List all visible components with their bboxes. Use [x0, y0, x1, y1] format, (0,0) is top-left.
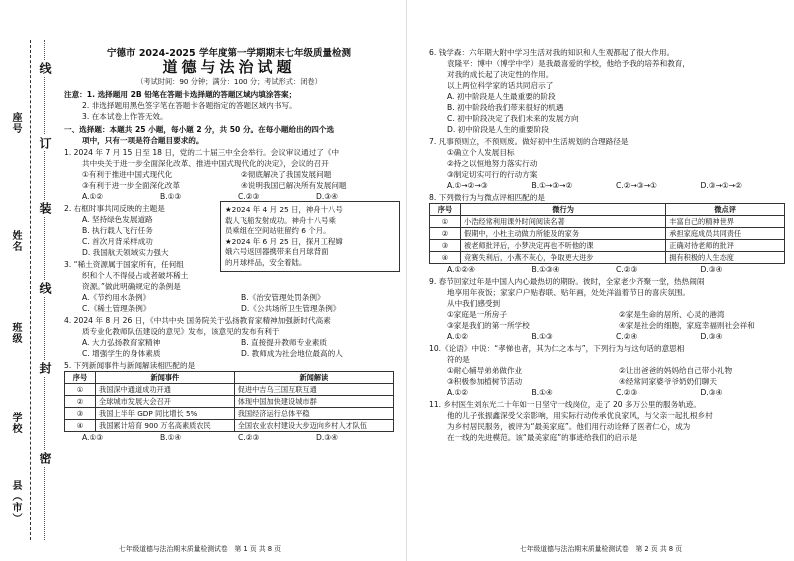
q1-option-b: B.①③	[160, 192, 182, 201]
q4-option-a: A. 大力弘扬教育家精神	[82, 338, 161, 347]
q7-option-b: B.①→③→②	[531, 181, 573, 190]
q9-stem-1: 9. 春节回家过年是中国人内心最热切的期盼。彼时，全家老少齐聚一堂，热热闹闹	[429, 277, 705, 286]
q2-box-line: 员乘组在空间站驻留约 6 个月。	[225, 226, 331, 235]
q6-stem-2: 袁隆平：博中（博学中学）是我最喜爱的学校，他给予我的培养和教育，	[447, 59, 690, 68]
table-row	[65, 420, 394, 432]
q5-cell: ①	[65, 384, 96, 396]
q3-stem-1: 3. “稀土资源属于国家所有，任何组	[64, 260, 184, 269]
q5-header-reading: 新闻解读	[234, 372, 393, 384]
seal-char-ding: 订	[38, 137, 52, 149]
q2-box-line: 载人飞船发射成功。神舟十八号乘	[225, 215, 336, 225]
q1-item: ①有利于推进中国式现代化	[82, 170, 173, 179]
q11-stem-1: 11. 乡村医生刘东光二十年如一日坚守一线岗位，走了 20 多万公里的服务轨迹。	[429, 400, 701, 409]
q8-stem: 8. 下列微行为与微点评相匹配的是	[429, 193, 545, 202]
q6-option-b: B. 初中阶段给我们带来很好的机遇	[447, 103, 564, 112]
table-row	[65, 396, 394, 408]
q8-cell: ②	[430, 228, 461, 240]
q5-cell: 促进中吉乌三国互联互通	[234, 384, 393, 396]
q8-cell: 拥有积极的人生态度	[666, 252, 785, 264]
q2-option-c: C. 首次月背采样成功	[82, 237, 153, 246]
q9-option-d: D.③④	[700, 332, 723, 341]
q2-box-line: 娥六号返回器携带来自月球背面	[225, 247, 329, 256]
q3-stem-3: 资源。”做此明确规定的条例是	[82, 282, 181, 291]
q8-option-d: D.③④	[700, 265, 723, 274]
q4-option-c: C. 增强学生的身体素质	[82, 349, 161, 358]
q2-option-b: B. 执行载人飞行任务	[82, 226, 153, 235]
table-row	[65, 408, 394, 420]
question-8	[429, 192, 785, 275]
q5-cell: 全国农业农村建设大步迈向乡村人才队伍	[234, 420, 393, 432]
q1-option-c: C.②③	[238, 192, 260, 201]
q9-option-c: C.②④	[616, 332, 638, 341]
q5-option-a: A.①③	[82, 433, 104, 442]
q5-header-index: 序号	[65, 372, 96, 384]
q7-stem: 7. 凡事预则立，不预则废。做好初中生活规划的合理路径是	[429, 137, 629, 146]
question-1	[64, 147, 394, 202]
q2-stem: 2. 右框时事共同反映的主题是	[64, 204, 165, 213]
q5-cell: ④	[65, 420, 96, 432]
note-2: 2. 非选择题用黑色签字笔在答题卡各题指定的答题区域内书写。	[82, 101, 297, 110]
exam-title: 道德与法治试题	[162, 58, 296, 76]
q11-stem-2: 他的儿子张振鑫深受父亲影响，用实际行动传承优良家风，与父亲一起扎根乡村	[447, 411, 713, 420]
page-footer-1: 七年级道德与法治期末质量检测试卷 第 1 页 共 8 页	[118, 545, 282, 553]
q8-cell: 竞赛失利后，小燕不灰心，争取更大进步	[461, 252, 666, 264]
exam-header: 宁德市 2024-2025 学年度第一学期期末七年级质量检测	[107, 48, 351, 59]
q5-news-table	[64, 371, 394, 432]
q1-option-a: A.①②	[82, 192, 104, 201]
q9-option-b: B.①③	[531, 332, 553, 341]
q1-stem-2: 共中央关于进一步全面深化改革、推进中国式现代化的决定》，会议的召开	[82, 159, 329, 168]
q6-stem-3: 对我的成长起了决定性的作用。	[447, 70, 554, 79]
q4-stem-1: 4. 2024 年 8 月 26 日，《中共中央 国务院关于弘扬教育家精神加强新时代高素	[64, 316, 331, 325]
q5-stem: 5. 下列新闻事件与新闻解读相匹配的是	[64, 361, 196, 370]
q4-option-d: D. 教师成为社会地位最高的人	[241, 349, 343, 358]
class-label: 班级	[10, 322, 21, 344]
q3-option-c: C.《稀土管理条例》	[82, 304, 151, 313]
q1-option-d: D.③④	[316, 192, 338, 201]
q1-item: ④说明我国已解决所有发展问题	[241, 181, 347, 190]
q9-item: ④家是社会的细胞，家庭幸福则社会祥和	[619, 321, 755, 330]
table-row	[430, 216, 785, 228]
q9-stem-3: 从中我们感受到	[447, 299, 501, 308]
q3-option-b: B.《治安管理处罚条例》	[241, 293, 325, 302]
q5-cell: 我国上半年 GDP 同比增长 5%	[96, 408, 235, 420]
q3-stem-2: 织和个人不得侵占或者破坏稀土	[82, 271, 189, 280]
seal-char-xian2: 线	[38, 62, 52, 74]
question-10	[429, 343, 785, 398]
q8-cell: 小浩经常利用课外时间阅读名著	[461, 216, 666, 228]
q3-option-a: A.《节约用水条例》	[82, 293, 151, 302]
q10-item: ④经常同家婆爷爷奶奶们聊天	[619, 377, 717, 386]
q8-cell: 正确对待老师的批评	[666, 240, 785, 252]
q5-cell: ③	[65, 408, 96, 420]
q8-header-index: 序号	[430, 204, 461, 216]
q10-stem-1: 10.《论语》中说：“孝悌也者，其为仁之本与”，下列行为与这句话的意思相	[429, 344, 685, 353]
q9-stem-2: 地享用年夜饭；家家户户贴春联、贴年画，处处洋溢着节日的喜庆氛围。	[447, 288, 690, 297]
q7-item: ②持之以恒地努力落实行动	[447, 159, 538, 168]
q8-cell: 丰富自己的精神世界	[666, 216, 785, 228]
q2-box-line: ★2024 年 4 月 25 日，神舟十八号	[225, 205, 343, 214]
q4-stem-2: 质专业化教师队伍建设的意见》发布，该意见的发布有利于	[82, 327, 280, 336]
q10-item: ②让出爸爸的妈妈给自己带小礼物	[619, 366, 733, 375]
q2-box-line: 的月球样品，安全着陆。	[225, 257, 307, 267]
q10-option-d: D.③④	[700, 388, 723, 397]
q9-item: ③家是我们的第一所学校	[447, 321, 530, 330]
q8-option-a: A.①②④	[447, 265, 475, 274]
seal-char-feng: 封	[38, 362, 52, 374]
q6-stem-4: 以上两位科学家的话共同启示了	[447, 81, 554, 90]
right-page	[406, 0, 794, 561]
q5-option-c: C.②③	[238, 433, 260, 442]
q10-item: ③积极参加植树节活动	[447, 377, 523, 386]
q8-cell: 假期中，小杜主动做力所能及的家务	[461, 228, 666, 240]
page-footer-2: 七年级道德与法治期末质量检测试卷 第 2 页 共 8 页	[519, 545, 683, 553]
school-label: 学校	[10, 412, 21, 434]
section-1-heading: 一、选择题：本题共 25 小题，每小题 2 分，共 50 分。在每小题给出的四个选	[64, 125, 335, 134]
question-5	[64, 360, 394, 443]
q5-cell: 我国经济运行总体平稳	[234, 408, 393, 420]
q7-option-d: D.③→①→②	[700, 181, 742, 190]
note-3: 3. 在本试卷上作答无效。	[82, 112, 168, 121]
q6-option-a: A. 初中阶段是人生最重要的阶段	[447, 92, 556, 101]
q2-option-a: A. 坚持绿色发展道路	[82, 215, 153, 224]
q11-stem-4: 在一线的先进模范。该“最美家庭”的事迹给我们的启示是	[447, 433, 638, 442]
exam-meta: （考试时间：90 分钟；满分：100 分；考试形式：闭卷）	[136, 77, 322, 86]
q10-item: ①耐心辅导弟弟做作业	[447, 366, 523, 375]
seal-char-zhuang: 装	[38, 202, 52, 214]
q7-item: ③制定切实可行的行动方案	[447, 170, 538, 179]
q8-header-comment: 微点评	[666, 204, 785, 216]
q10-option-c: C.②③	[616, 388, 638, 397]
q1-item: ③有利于进一步全面深化改革	[82, 181, 180, 190]
q5-cell: 全球城市发展大会召开	[96, 396, 235, 408]
q7-item: ①确立个人发展目标	[447, 148, 515, 157]
q9-item: ②家是生命的居所、心灵的港湾	[619, 310, 725, 319]
table-row	[430, 228, 785, 240]
q8-cell: ①	[430, 216, 461, 228]
note-1: 注意：1. 选择题用 2B 铅笔在答题卡选择题的答题区域内填涂答案；	[64, 90, 297, 99]
q8-cell: ③	[430, 240, 461, 252]
q10-option-a: A.①②	[447, 388, 469, 397]
question-4	[64, 315, 394, 359]
q2-option-d: D. 我国航天领域实力强大	[82, 248, 169, 257]
q2-box-line: ★2024 年 6 月 25 日，探月工程嫦	[225, 236, 343, 246]
county-label: 县（市）	[10, 480, 21, 524]
q1-stem-1: 1. 2024 年 7 月 15 日至 18 日，党的二十届三中全会举行。会议审议通过了《中	[64, 148, 340, 157]
question-9	[429, 276, 785, 342]
q8-option-c: C.②③	[616, 265, 638, 274]
q8-behavior-table	[429, 203, 785, 264]
seat-label: 座号	[10, 112, 21, 134]
q6-option-c: C. 初中阶段决定了我们未来的发展方向	[447, 114, 579, 123]
q5-cell: 体现中国加快建设城市群	[234, 396, 393, 408]
q9-option-a: A.①②	[447, 332, 469, 341]
section-1-heading-cont: 项中，只有一项是符合题目要求的。	[82, 136, 204, 145]
q8-option-b: B.①③④	[531, 265, 560, 274]
question-11	[429, 399, 785, 443]
question-6	[429, 47, 785, 135]
q10-option-b: B.①④	[531, 388, 553, 397]
q7-option-c: C.②→③→①	[616, 181, 657, 190]
q5-option-d: D.③④	[316, 433, 338, 442]
name-label: 姓名	[10, 230, 21, 252]
q8-cell: ④	[430, 252, 461, 264]
q8-header-behavior: 微行为	[461, 204, 666, 216]
q10-stem-2: 符的是	[447, 355, 470, 364]
q3-option-d: D.《公共场所卫生管理条例》	[241, 304, 341, 313]
table-row	[430, 252, 785, 264]
q5-header-event: 新闻事件	[96, 372, 235, 384]
table-row	[65, 384, 394, 396]
q1-item: ②彻底解决了我国发展问题	[241, 170, 332, 179]
right-content	[429, 46, 785, 443]
q7-option-a: A.①→②→③	[447, 181, 488, 190]
q8-cell: 被老师批评后，小梦决定再也不听他的课	[461, 240, 666, 252]
q9-item: ①家庭是一所房子	[447, 310, 507, 319]
q2-news-box	[220, 201, 400, 272]
table-row	[430, 240, 785, 252]
q8-cell: 承担家庭成员共同责任	[666, 228, 785, 240]
seal-char-mi: 密	[38, 452, 52, 464]
seal-char-xian: 线	[38, 282, 52, 294]
q5-cell: 我国深中通道成功开通	[96, 384, 235, 396]
q4-option-b: B. 直接提升教师专业素质	[241, 338, 327, 347]
q6-stem-1: 6. 钱学森：六年期大附中学习生活对我的知识和人生观都起了很大作用。	[429, 48, 675, 57]
q5-option-b: B.①④	[160, 433, 182, 442]
question-7	[429, 136, 785, 191]
left-content	[64, 48, 394, 443]
q5-cell: ②	[65, 396, 96, 408]
q11-stem-3: 为乡村居民服务，被评为“最美家庭”。他们用行动诠释了医者仁心，成为	[447, 422, 691, 431]
q5-cell: 我国累计培育 900 万名高素质农民	[96, 420, 235, 432]
binding-margin	[0, 40, 62, 540]
q6-option-d: D. 初中阶段是人生的重要阶段	[447, 125, 549, 134]
seal-dashed-line	[30, 40, 31, 540]
